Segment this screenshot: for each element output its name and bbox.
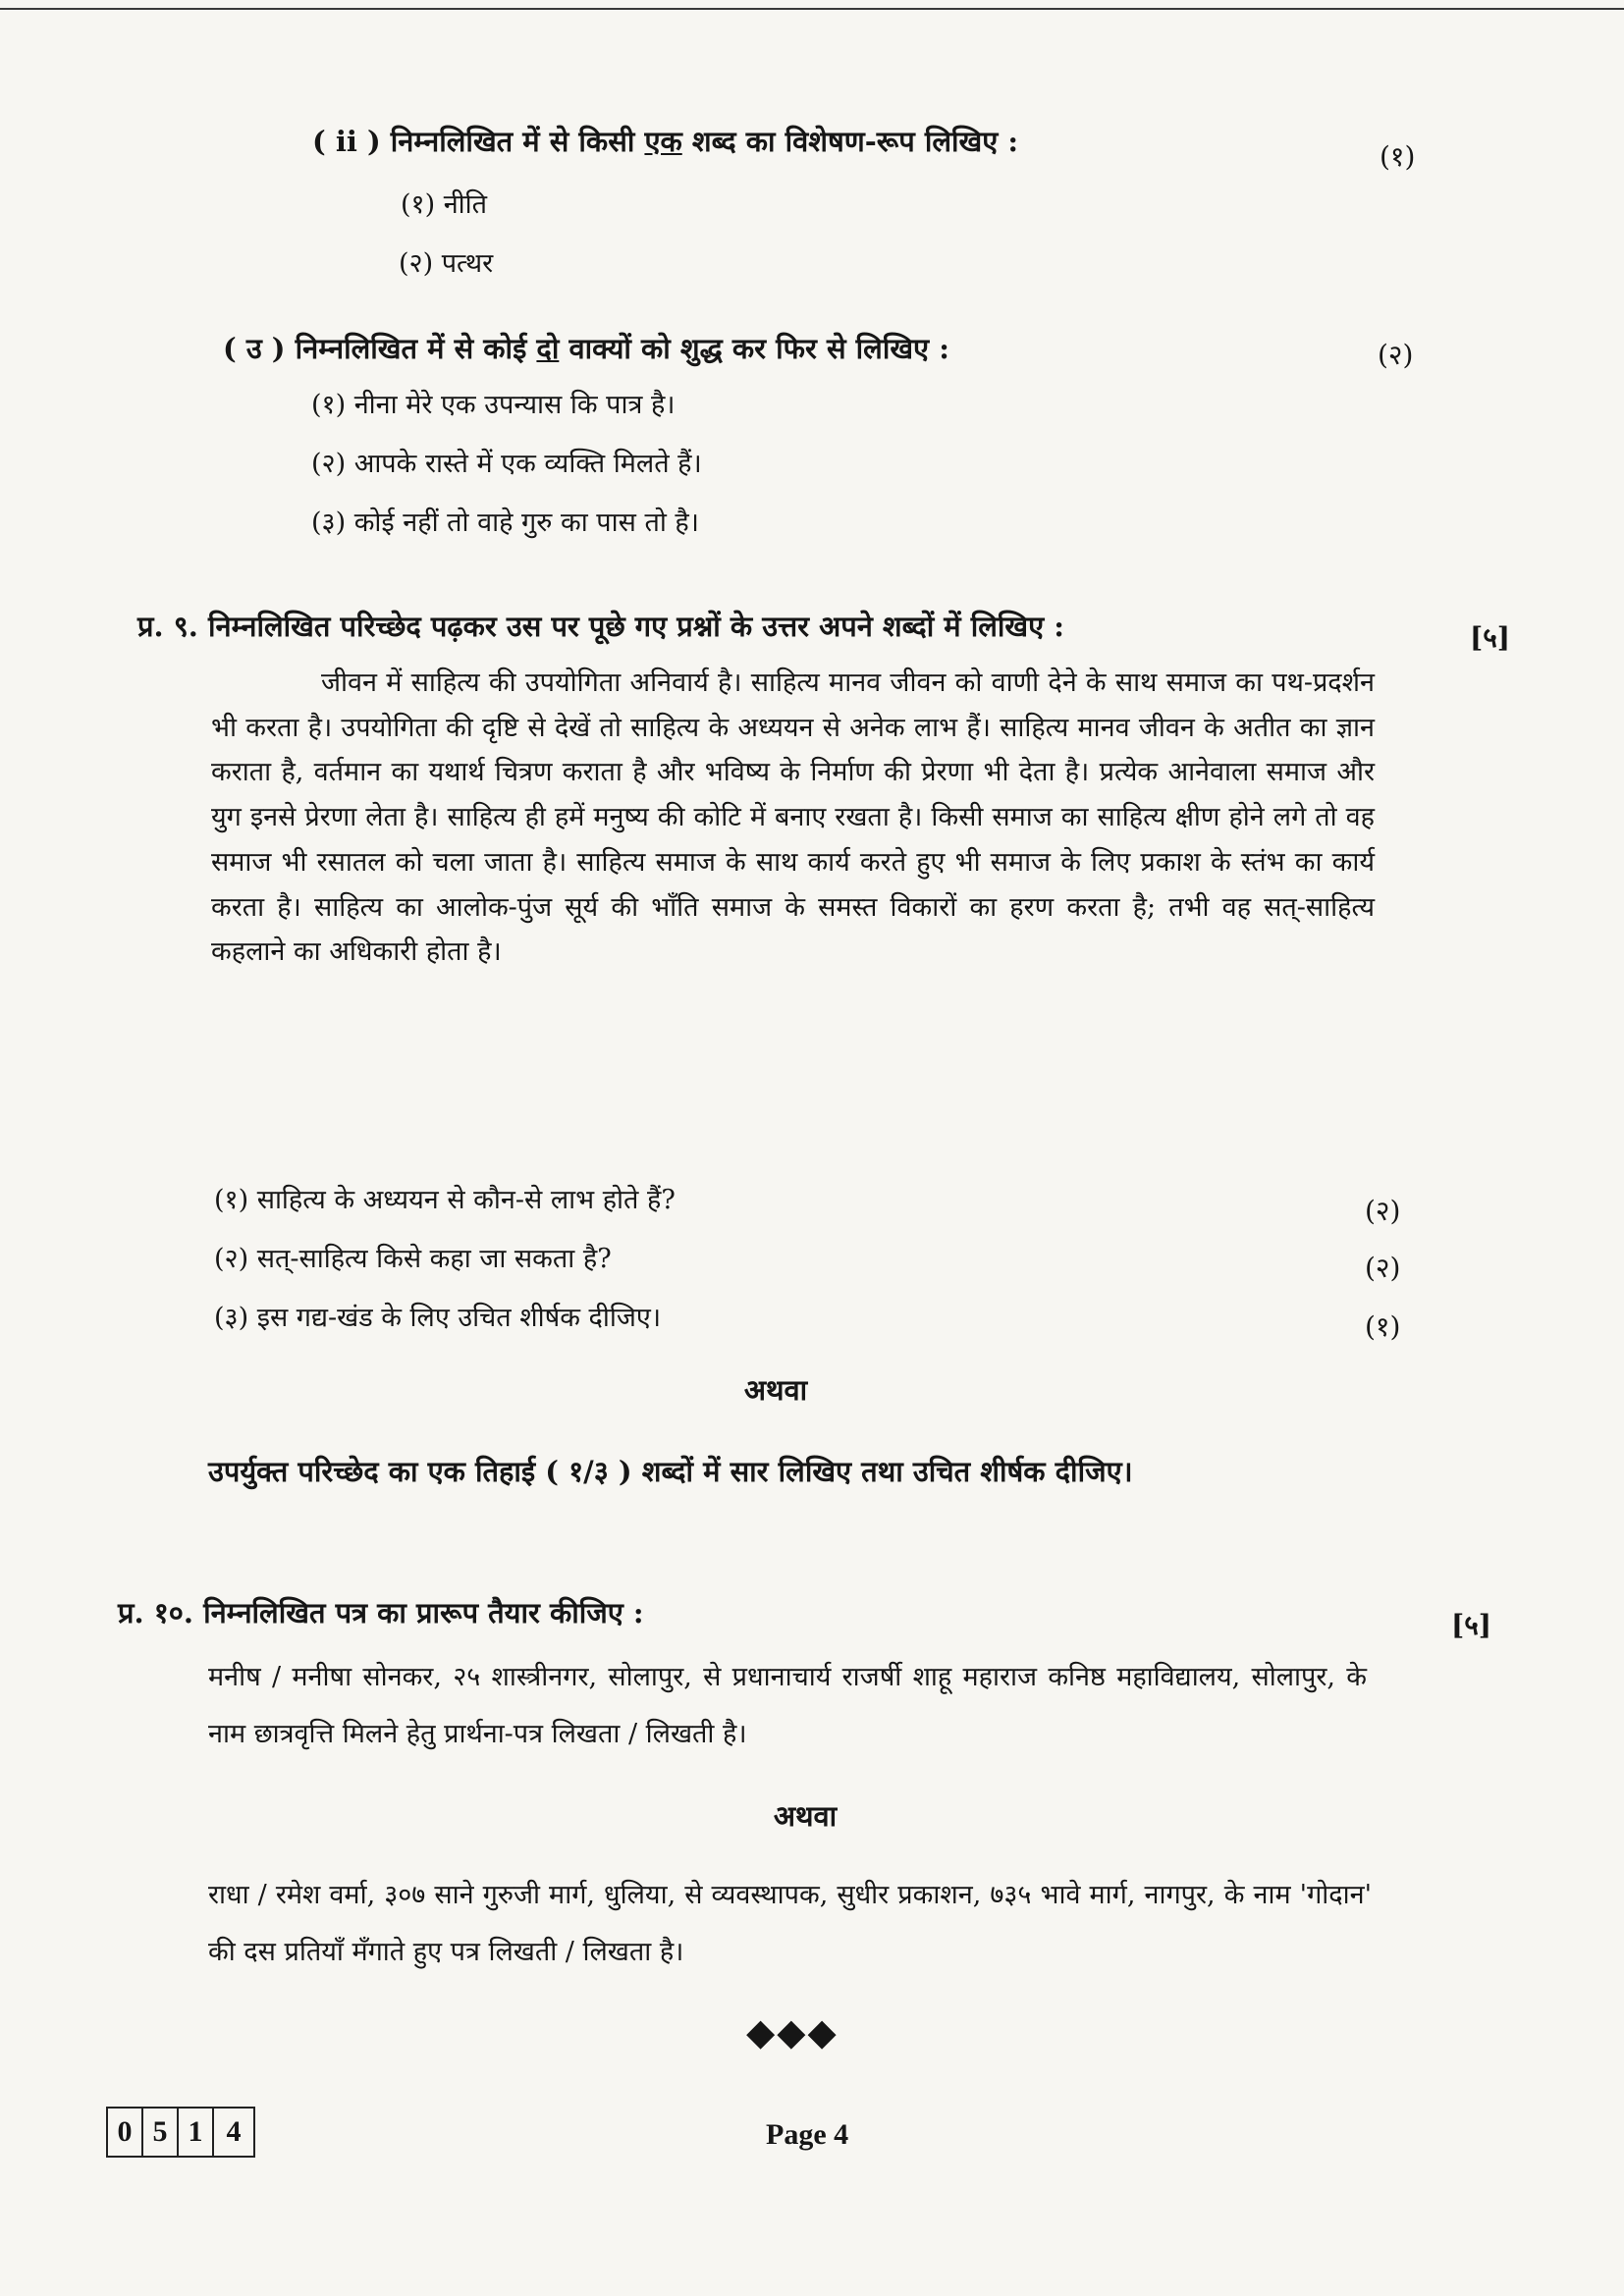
code-digit: 4 xyxy=(226,2115,242,2148)
question-ii-text-b: शब्द का विशेषण-रूप लिखिए : xyxy=(691,125,1019,158)
question-9-or-label: अथवा xyxy=(743,1373,808,1407)
question-u-option-1: (१) नीना मेरे एक उपन्यास कि पात्र है। xyxy=(311,390,676,420)
question-u-emphasis: दो xyxy=(536,332,560,365)
question-u-option-2: (२) आपके रास्ते में एक व्यक्ति मिलते हैं। xyxy=(311,449,702,479)
code-digit: 1 xyxy=(179,2109,214,2156)
question-9-text: निम्नलिखित परिच्छेद पढ़कर उस पर पूछे गए प्रश्नों के उत्तर अपने शब्दों में लिखिए : xyxy=(207,610,1064,643)
code-digit: 0 xyxy=(108,2109,143,2156)
question-9-passage: जीवन में साहित्य की उपयोगिता अनिवार्य है। साहित्य मानव जीवन को वाणी देने के साथ समाज का पथ-प्रदर्शन भी करता है। उपयोगिता की दृष्टि से देखें तो साहित्य के अध्ययन से अनेक लाभ हैं। साहित्य मानव जीवन के अतीत का ज्ञान कराता है, वर्तमान का यथार्थ चित्रण कराता है और भविष्य के निर्माण की प्रेरणा भी देता है। प्रत्येक आनेवाला समाज और युग इनसे प्रेरणा लेता है। साहित्य ही हमें मनुष्य की कोटि में बनाए रखता है। किसी समाज का साहित्य क्षीण होने लगे तो वह समाज भी रसातल को चला जाता है। साहित्य समाज के साथ कार्य करते हुए भी समाज के लिए प्रकाश के स्तंभ का कार्य करता है। साहित्य का आलोक-पुंज सूर्य की भाँति समाज के समस्त विकारों का हरण करता है; तभी वह सत्-साहित्य कहलाने का अधिकारी होता है। xyxy=(211,667,1375,968)
question-u-marks: (२) xyxy=(1378,339,1414,371)
question-u-text-b: वाक्यों को शुद्ध कर फिर से लिखिए : xyxy=(568,332,949,365)
question-ii-text-a: निम्नलिखित में से किसी xyxy=(390,125,635,158)
end-diamonds: ◆◆◆ xyxy=(746,2010,839,2054)
question-u-text-a: निम्नलिखित में से कोई xyxy=(295,332,527,365)
question-ii-option-1: (१) नीति xyxy=(401,189,488,220)
question-9-sub-3: (३) इस गद्य-खंड के लिए उचित शीर्षक दीजिए। xyxy=(214,1303,662,1333)
question-9-sub-1-marks: (२) xyxy=(1365,1195,1401,1227)
question-u-label: ( उ ) xyxy=(223,332,286,365)
question-ii-emphasis: एक xyxy=(644,125,682,158)
question-10-or-label: अथवा xyxy=(773,1799,838,1833)
question-10-prompt xyxy=(118,1593,644,1631)
question-9-sub-2: (२) सत्-साहित्य किसे कहा जा सकता है? xyxy=(214,1244,612,1274)
top-border-line xyxy=(0,8,1624,10)
question-9-alternative: उपर्युक्त परिच्छेद का एक तिहाई ( १/३ ) शब्दों में सार लिखिए तथा उचित शीर्षक दीजिए। xyxy=(208,1455,1133,1488)
question-9-marks: [५] xyxy=(1470,621,1511,654)
question-u-prompt xyxy=(223,329,949,367)
question-9-prompt xyxy=(137,607,1064,645)
question-10-label: प्र. १०. xyxy=(118,1596,193,1629)
question-ii-marks: (१) xyxy=(1380,140,1416,173)
question-9-sub-3-marks: (१) xyxy=(1365,1310,1401,1343)
question-ii-option-2: (२) पत्थर xyxy=(399,248,494,279)
question-9-sub-2-marks: (२) xyxy=(1365,1252,1401,1284)
question-9-label: प्र. ९. xyxy=(137,610,198,643)
question-9-sub-1: (१) साहित्य के अध्ययन से कौन-से लाभ होते हैं? xyxy=(214,1185,676,1215)
question-10-text: निम्नलिखित पत्र का प्रारूप तैयार कीजिए : xyxy=(203,1596,644,1629)
question-u-option-3: (३) कोई नहीं तो वाहे गुरु का पास तो है। xyxy=(311,507,699,538)
question-ii-label: ( ii ) xyxy=(312,125,381,158)
question-ii-prompt xyxy=(312,122,1018,160)
code-digit: 5 xyxy=(143,2109,179,2156)
question-10-task-1: मनीष / मनीषा सोनकर, २५ शास्त्रीनगर, सोलापुर, से प्रधानाचार्य राजर्षी शाहू महाराज कनिष्ठ महाविद्यालय, सोलापुर, के नाम छात्रवृत्ति मिलने हेतु प्रार्थना-पत्र लिखता / लिखती है। xyxy=(208,1662,1367,1749)
paper-code-box xyxy=(106,2107,255,2158)
question-10-task-2: राधा / रमेश वर्मा, ३०७ साने गुरुजी मार्ग, धुलिया, से व्यवस्थापक, सुधीर प्रकाशन, ७३५ भावे मार्ग, नागपुर, के नाम 'गोदान' की दस प्रतियाँ मँगाते हुए पत्र लिखती / लिखता है। xyxy=(208,1880,1372,1967)
page-number: Page 4 xyxy=(766,2118,849,2151)
question-10-marks: [५] xyxy=(1451,1609,1492,1641)
